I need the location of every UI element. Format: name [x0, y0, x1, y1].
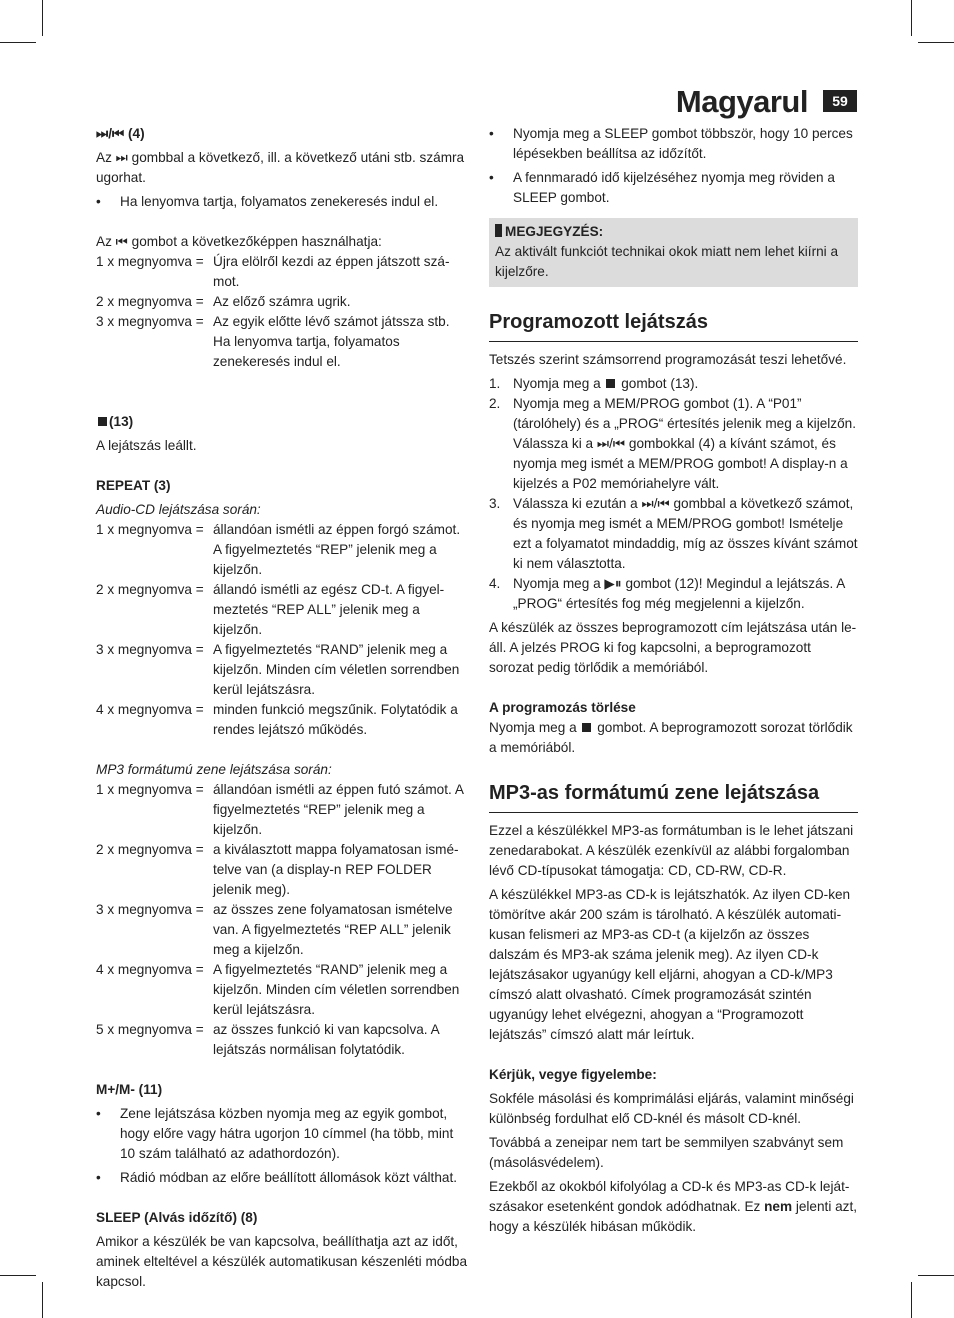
paragraph: Sokféle másolási és komprimálási eljárás, valamint minőségi különbség fordulhat elő CD-knél és másolt CD-knél.	[489, 1091, 854, 1126]
section-title: Programozott lejátszás	[489, 309, 858, 342]
text-run: Ezekből az okokból kifolyólag a CD-k és MP3-as CD-k leját-szásakor esetenként gondok adódhatnak. Ez	[489, 1179, 850, 1214]
step-text: Nyomja meg a	[513, 376, 605, 391]
crop-mark	[911, 1282, 912, 1318]
paragraph: A készülékkel MP3-as CD-k is lejátszhatók. Az ilyen CD-ken tömörítve akár 200 szám is tárolható. A készülék automati-kusan felismeri az MP3-as CD-t (a kijelzőn az összes dalszám és MP3-ak száma jelenik meg). Az ilyen CD-k lejátszásakor ugyanúgy kell eljárni, ahogyan a CD-k/MP3 címszó alatt olvasható. Címek programozását szintén ugyanúgy lehet elvégezni, ahogyan a “Programozott lejátszás” címszó alatt már leírtuk.	[489, 887, 851, 1042]
text-run: jelenti azt, hogy a készülék hibásan működik.	[489, 1199, 858, 1234]
step-text: Nyomja meg a ▶⏸ gombot (12)! Megindul a lejátszás. A „PROG“ értesítés fog még megjelenni a kijelzőn.	[513, 576, 845, 611]
crop-mark	[0, 1275, 36, 1276]
item-number: 3.	[489, 496, 501, 511]
paragraph: Tetszés szerint számsorrend programozását teszi lehetővé.	[489, 352, 847, 367]
item-number: 4.	[489, 576, 501, 591]
press-count: 3 x megnyomva =	[96, 902, 204, 917]
paragraph: Az ⏮ gombot a következőképpen használhatja:	[96, 234, 382, 249]
item-number: 1.	[489, 376, 501, 391]
bullet-item: • A fennmaradó idő kijelzéséhez nyomja meg röviden a SLEEP gombot.	[489, 168, 858, 208]
text-run: gombot. A beprogramozott sorozat törlődik a memóriából.	[489, 720, 853, 755]
definition-list	[96, 780, 468, 1060]
press-result: Újra elölről kezdi az éppen játszott szá-mot.	[213, 254, 450, 289]
section-heading: REPEAT (3)	[96, 478, 171, 493]
numbered-item	[489, 494, 858, 574]
note-box	[489, 218, 858, 287]
crop-mark	[0, 42, 36, 43]
subsection-heading: A programozás törlése	[489, 700, 636, 715]
press-count: 5 x megnyomva =	[96, 1022, 204, 1037]
press-result: állandóan ismétli az éppen futó számot. A figyelmeztetés “REP” jelenik meg a kijelzőn.	[213, 782, 464, 837]
paragraph	[489, 1177, 858, 1237]
step-text: Nyomja meg a MEM/PROG gombot (1). A “P01” (tárolóhely) és a „PROG“ értesítés jelenik meg a kijelzőn. Válassza ki a ⏭/⏮ gombokkal (4) a kívánt számot, és nyomja meg ismét a MEM/PROG gombot! A display-n a kijelzés a P02 memóriahelyre vált.	[513, 396, 856, 491]
stop-icon	[98, 417, 107, 426]
definition-row	[96, 700, 468, 740]
bullet-item: • Zene lejátszása közben nyomja meg az egyik gombot, hogy előre vagy hátra ugorjon 10 címmel (ha több, mint 10 szám található az adathordozón).	[96, 1104, 468, 1164]
press-result: A figyelmeztetés “RAND” jelenik meg a kijelzőn. Minden cím véletlen sorrendben kerül lejátszásra.	[213, 962, 460, 1017]
numbered-item	[489, 374, 858, 394]
bullet-item: • Nyomja meg a SLEEP gombot többször, hogy 10 perces lépésekben beállítsa az időzítőt.	[489, 124, 858, 164]
section-heading	[96, 412, 468, 432]
press-result: állandóan ismétli az éppen forgó számot. A figyelmeztetés “REP” jelenik meg a kijelzőn.	[213, 522, 461, 577]
bullet-item: • Rádió módban az előre beállított állomások közt válthat.	[96, 1168, 468, 1188]
paragraph: Továbbá a zeneipar nem tart be semmilyen szabványt sem (másolásvédelem).	[489, 1135, 844, 1170]
numbered-item	[489, 394, 858, 494]
section-heading: ⏭/⏮ (4)	[96, 126, 145, 141]
press-count: 1 x megnyomva =	[96, 522, 204, 537]
page-number: 59	[823, 90, 857, 112]
section-heading: M+/M- (11)	[96, 1082, 163, 1097]
definition-row	[96, 1020, 468, 1060]
press-count: 2 x megnyomva =	[96, 842, 204, 857]
definition-list	[96, 252, 468, 372]
numbered-item	[489, 574, 858, 614]
definition-row	[96, 640, 468, 700]
info-icon	[495, 224, 502, 237]
step-text: gombot (13).	[617, 376, 699, 391]
definition-list	[96, 520, 468, 740]
crop-mark	[911, 0, 912, 36]
definition-row	[96, 780, 468, 840]
stop-icon	[582, 723, 591, 732]
note-title-text: MEGJEGYZÉS:	[505, 224, 604, 239]
paragraph: A készülék az összes beprogramozott cím lejátszása után le-áll. A jelzés PROG ki fog kapcsolni, a beprogramozott sorozat pedig törlődik a memóriából.	[489, 620, 857, 675]
press-count: 4 x megnyomva =	[96, 962, 204, 977]
definition-row	[96, 840, 468, 900]
press-result: A figyelmeztetés “RAND” jelenik meg a kijelzőn. Minden cím véletlen sorrendben kerül lejátszásra.	[213, 642, 460, 697]
press-count: 3 x megnyomva =	[96, 642, 204, 657]
press-count: 2 x megnyomva =	[96, 294, 204, 309]
paragraph: Az ⏭ gombbal a következő, ill. a következő utáni stb. számra ugorhat.	[96, 150, 465, 185]
emphasis: nem	[764, 1199, 793, 1214]
definition-row	[96, 580, 468, 640]
paragraph: Amikor a készülék be van kapcsolva, beállíthatja azt az időt, aminek elteltével a készülék automatikusan készenléti módba kapcsol.	[96, 1234, 468, 1289]
press-result: Az egyik előtte lévő számot játssza stb. Ha lenyomva tartja, folyamatos zenekeresés indul el.	[213, 314, 450, 369]
subheading: Audio-CD lejátszása során:	[96, 502, 261, 517]
definition-row	[96, 312, 468, 372]
right-column	[489, 124, 858, 1237]
subsection-heading: Kérjük, vegye figyelembe:	[489, 1067, 657, 1082]
stop-heading-text: (13)	[109, 414, 134, 429]
note-text: Az aktivált funkciót technikai okok miatt nem lehet kiírni a kijelzőre.	[495, 244, 839, 279]
press-count: 4 x megnyomva =	[96, 702, 204, 717]
press-result: állandó ismétli az egész CD-t. A figyel-meztetés “REP ALL” jelenik meg a kijelzőn.	[213, 582, 445, 637]
crop-mark	[42, 0, 43, 36]
press-count: 1 x megnyomva =	[96, 254, 204, 269]
definition-row	[96, 900, 468, 960]
definition-row	[96, 520, 468, 580]
press-count: 3 x megnyomva =	[96, 314, 204, 329]
bullet-item: • Ha lenyomva tartja, folyamatos zenekeresés indul el.	[96, 192, 468, 212]
stop-icon	[606, 379, 615, 388]
item-number: 2.	[489, 396, 501, 411]
press-count: 2 x megnyomva =	[96, 582, 204, 597]
text-run: Nyomja meg a	[489, 720, 581, 735]
subheading: MP3 formátumú zene lejátszása során:	[96, 762, 332, 777]
crop-mark	[42, 1282, 43, 1318]
crop-mark	[918, 42, 954, 43]
paragraph: A lejátszás leállt.	[96, 438, 197, 453]
press-result: az összes zene folyamatosan ismételve van. A figyelmeztetés “REP ALL” jelenik meg a kijelzőn.	[213, 902, 453, 957]
press-result: Az előző számra ugrik.	[213, 294, 351, 309]
press-result: a kiválasztott mappa folyamatosan ismé-telve van (a display-n REP FOLDER jelenik meg).	[213, 842, 459, 897]
note-title	[495, 222, 852, 242]
crop-mark	[918, 1275, 954, 1276]
paragraph: Ezzel a készülékkel MP3-as formátumban is le lehet játszani zenedarabokat. A készülék ezenkívül az alábbi forgalomban lévő CD-típusokat támogatja: CD, CD-RW, CD-R.	[489, 823, 854, 878]
left-column	[96, 124, 468, 1292]
section-heading: SLEEP (Alvás időzítő) (8)	[96, 1210, 258, 1225]
definition-row	[96, 292, 468, 312]
definition-row	[96, 960, 468, 1020]
page-title: Magyarul	[675, 84, 808, 119]
paragraph	[489, 718, 858, 758]
section-title: MP3-as formátumú zene lejátszása	[489, 780, 858, 813]
press-result: az összes funkció ki van kapcsolva. A lejátszás normálisan folytatódik.	[213, 1022, 439, 1057]
definition-row	[96, 252, 468, 292]
press-result: minden funkció megszűnik. Folytatódik a rendes lejátszó működés.	[213, 702, 458, 737]
step-text: Válassza ki ezután a ⏭/⏮ gombbal a következő számot, és nyomja meg ismét a MEM/PROG gombot! Ismételje ezt a folyamatot mindaddig, míg az összes kívánt számot ki nem választotta.	[513, 496, 858, 571]
press-count: 1 x megnyomva =	[96, 782, 204, 797]
